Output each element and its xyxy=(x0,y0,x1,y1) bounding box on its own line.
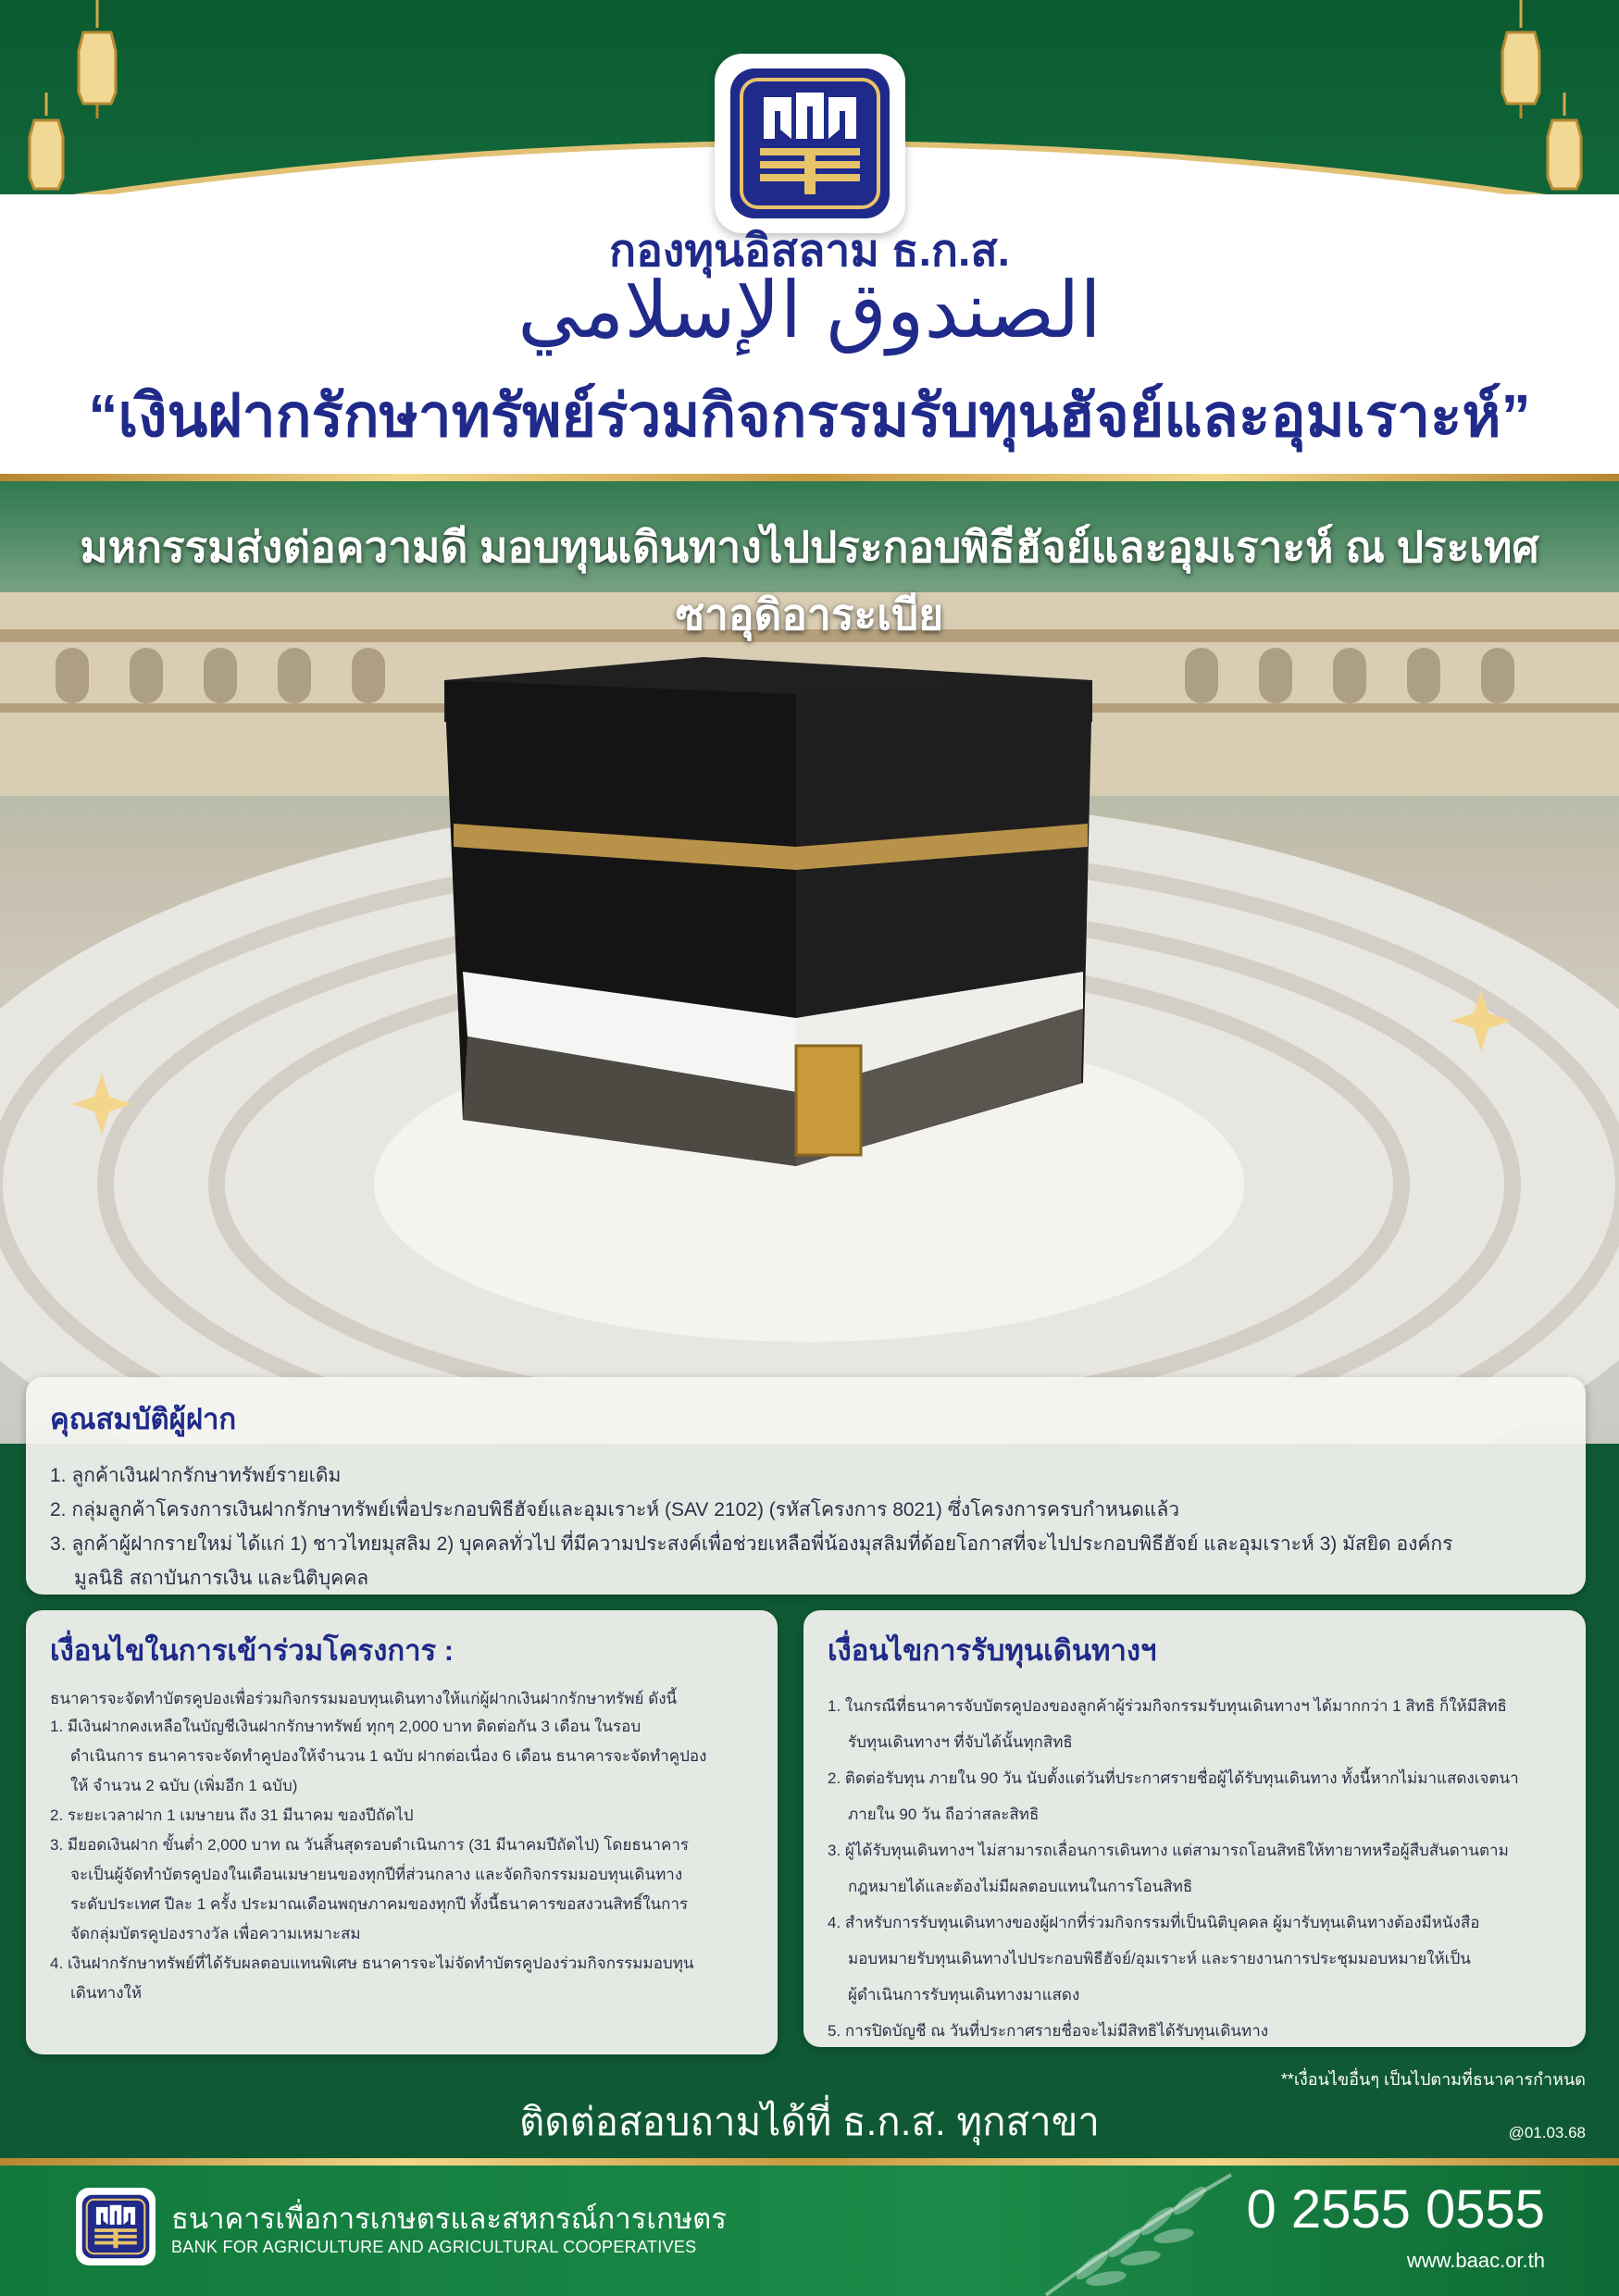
condition-item: ระดับประเทศ ปีละ 1 ครั้ง ประมาณเดือนพฤษภาคมของทุกปี ทั้งนี้ธนาคารขอสงวนสิทธิ์ในการ xyxy=(70,1895,689,1913)
travel-conditions-panel xyxy=(803,1610,1586,2047)
footer xyxy=(0,2166,1619,2296)
travel-condition-item: 3. ผู้ได้รับทุนเดินทางฯ ไม่สามารถเลื่อนการเดินทาง แต่สามารถโอนสิทธิให้ทายาทหรือผู้สืบสันดานตาม xyxy=(828,1842,1509,1859)
fund-name-thai: กองทุนอิสลาม ธ.ก.ส. xyxy=(609,227,1010,276)
qualifications-title: คุณสมบัติผู้ฝาก xyxy=(50,1403,237,1435)
travel-condition-item: 2. ติดต่อรับทุน ภายใน 90 วัน นับตั้งแต่วันที่ประกาศรายชื่อผู้ได้รับทุนเดินทาง ทั้งนี้หากไม่มาแสดงเจตนา xyxy=(828,1769,1519,1787)
gold-divider xyxy=(0,474,1619,481)
contact-text: ติดต่อสอบถามได้ที่ ธ.ก.ส. ทุกสาขา xyxy=(518,2100,1101,2143)
condition-item: ดำเนินการ ธนาคารจะจัดทำคูปองให้จำนวน 1 ฉบับ ฝากต่อเนื่อง 6 เดือน ธนาคารจะจัดทำคูปอง xyxy=(70,1747,707,1765)
qualification-item: มูลนิธิ สถาบันการเงิน และนิติบุคคล xyxy=(74,1568,369,1589)
condition-item: 4. เงินฝากรักษาทรัพย์ที่ได้รับผลตอบแทนพิเศษ ธนาคารจะไม่จัดทำบัตรคูปองร่วมกิจกรรมมอบทุน xyxy=(50,1955,694,1972)
bank-name-english: BANK FOR AGRICULTURE AND AGRICULTURAL COOPERATIVES xyxy=(171,2238,697,2256)
condition-item: 3. มียอดเงินฝาก ขั้นต่ำ 2,000 บาท ณ วันสิ้นสุดรอบดำเนินการ (31 มีนาคมปีถัดไป) โดยธนาคาร xyxy=(50,1836,690,1854)
header xyxy=(0,0,1619,481)
travel-condition-item: มอบหมายรับทุนเดินทางไปประกอบพิธีฮัจย์/อุมเราะห์ และรายงานการประชุมมอบหมายให้เป็น xyxy=(848,1950,1471,1967)
baac-logo-icon xyxy=(81,2193,151,2260)
campaign-subtitle: มหกรรมส่งต่อความดี มอบทุนเดินทางไปประกอบพิธีฮัจย์และอุมเราะห์ ณ ประเทศซาอุดิอาระเบีย xyxy=(80,523,1539,639)
condition-item: ให้ จำนวน 2 ฉบับ (เพิ่มอีก 1 ฉบับ) xyxy=(70,1777,298,1794)
condition-item: 2. ระยะเวลาฝาก 1 เมษายน ถึง 31 มีนาคม ของปีถัดไป xyxy=(50,1806,414,1824)
qualification-item: 1. ลูกค้าเงินฝากรักษาทรัพย์รายเดิม xyxy=(50,1465,342,1486)
condition-item: จะเป็นผู้จัดทำบัตรคูปองในเดือนเมษายนของทุกปีที่ส่วนกลาง และจัดกิจกรรมมอบทุนเดินทาง xyxy=(70,1866,683,1883)
travel-condition-item: รับทุนเดินทางฯ ที่จับได้นั้นทุกสิทธิ xyxy=(848,1733,1073,1751)
lantern-icon xyxy=(19,93,74,213)
baac-logo-icon xyxy=(727,65,893,222)
qualifications-list xyxy=(50,1458,1562,1595)
travel-condition-item: 4. สำหรับการรับทุนเดินทางของผู้ฝากที่ร่วมกิจกรรมที่เป็นนิติบุคคล ผู้มารับทุนเดินทางต้องมีหนังสือ xyxy=(828,1914,1480,1931)
conditions-list xyxy=(50,1712,753,2008)
baac-logo xyxy=(715,54,905,233)
qualification-item: 3. ลูกค้าผู้ฝากรายใหม่ ได้แก่ 1) ชาวไทยมุสลิม 2) บุคคลทั่วไป ที่มีความประสงค์เพื่อช่วยเหลือพี่น้องมุสลิมที่ด้อยโอกาสที่จะไปประกอบพิธีฮัจย์ และอุมเราะห์ 3) มัสยิด องค์กร xyxy=(50,1533,1453,1555)
condition-item: จัดกลุ่มบัตรคูปองรางวัล เพื่อความเหมาะสม xyxy=(70,1925,361,1942)
baac-logo-small xyxy=(76,2188,156,2265)
travel-conditions-title: เงื่อนไขการรับทุนเดินทางฯ xyxy=(828,1634,1157,1667)
travel-condition-item: ผู้ดำเนินการรับทุนเดินทางมาแสดง xyxy=(848,1986,1080,2004)
qualification-item: 2. กลุ่มลูกค้าโครงการเงินฝากรักษาทรัพย์เพื่อประกอบพิธีฮัจย์และอุมเราะห์ (SAV 2102) (รหัสโครงการ 8021) ซึ่งโครงการครบกำหนดแล้ว xyxy=(50,1499,1180,1520)
condition-item: เดินทางให้ xyxy=(70,1984,143,2002)
lantern-icon xyxy=(65,0,130,120)
condition-item: 1. มีเงินฝากคงเหลือในบัญชีเงินฝากรักษาทรัพย์ ทุกๆ 2,000 บาท ติดต่อกัน 3 เดือน ในรอบ xyxy=(50,1718,641,1735)
phone-number: 0 2555 0555 xyxy=(1246,2179,1545,2240)
conditions-intro: ธนาคารจะจัดทำบัตรคูปองเพื่อร่วมกิจกรรมมอบทุนเดินทางให้แก่ผู้ฝากเงินฝากรักษาทรัพย์ ดังนี้ xyxy=(50,1690,678,1707)
website-link[interactable]: www.baac.or.th xyxy=(1406,2249,1545,2272)
travel-condition-item: 1. ในกรณีที่ธนาคารจับบัตรคูปองของลูกค้าผู้ร่วมกิจกรรมรับทุนเดินทางฯ ได้มากกว่า 1 สิทธิ ก็ให้มีสิทธิ xyxy=(828,1697,1507,1715)
travel-conditions-list xyxy=(828,1688,1562,2049)
document-code: @01.03.68 xyxy=(1508,2124,1586,2141)
conditions-title: เงื่อนไขในการเข้าร่วมโครงการ : xyxy=(50,1634,455,1667)
bank-name-thai: ธนาคารเพื่อการเกษตรและสหกรณ์การเกษตร xyxy=(171,2203,727,2235)
gold-divider xyxy=(0,2158,1619,2166)
travel-condition-item: ภายใน 90 วัน ถือว่าสละสิทธิ xyxy=(848,1806,1040,1823)
fund-name-arabic: الصندوق الإسلامي xyxy=(517,265,1102,355)
travel-condition-item: 5. การปิดบัญชี ณ วันที่ประกาศรายชื่อจะไม่มีสิทธิได้รับทุนเดินทาง xyxy=(828,2022,1269,2040)
travel-condition-item: กฎหมายได้และต้องไม่มีผลตอบแทนในการโอนสิทธิ xyxy=(848,1878,1193,1895)
conditions-panel xyxy=(26,1610,778,2054)
qualifications-panel xyxy=(26,1377,1586,1595)
terms-note: **เงื่อนไขอื่นๆ เป็นไปตามที่ธนาคารกำหนด xyxy=(1280,2070,1586,2089)
lantern-icon xyxy=(1537,93,1592,213)
rice-stalk-icon xyxy=(1037,2166,1240,2296)
campaign-title: “เงินฝากรักษาทรัพย์ร่วมกิจกรรมรับทุนฮัจย์และอุมเราะห์” xyxy=(88,382,1531,449)
